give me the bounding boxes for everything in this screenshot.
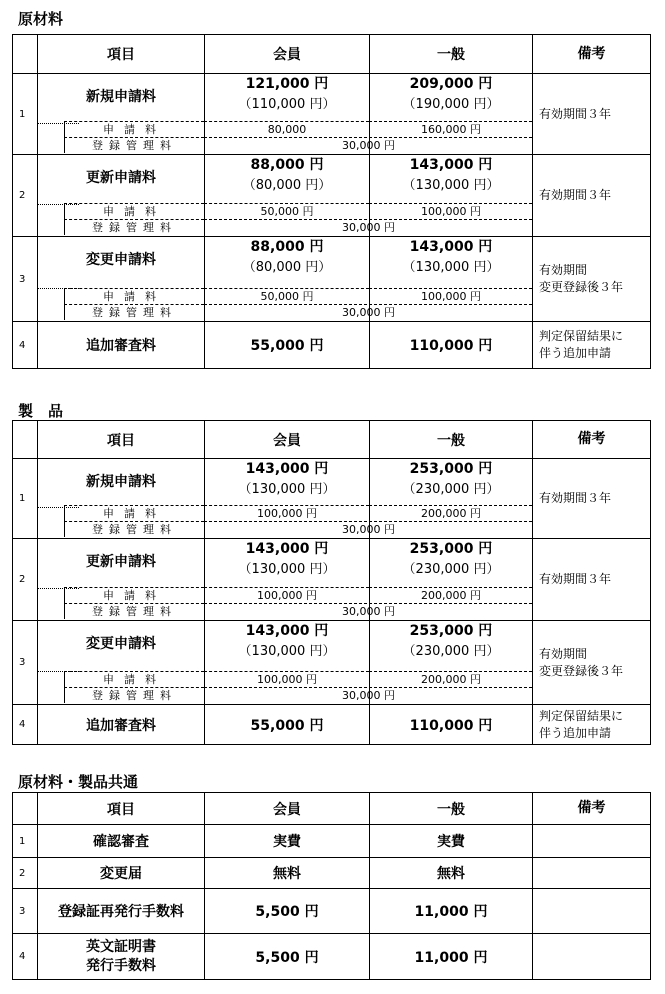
row-member-price: 143,000 円 bbox=[245, 623, 329, 639]
fee-table-products bbox=[12, 420, 651, 745]
fee-breakdown-general: 200,000 円 bbox=[369, 505, 532, 521]
row-num: 3 bbox=[19, 273, 26, 285]
header-member: 会員 bbox=[204, 793, 369, 824]
row-num: 3 bbox=[19, 905, 26, 917]
fee-management-label: 登録管理料 bbox=[64, 521, 204, 537]
fee-breakdown-general: 200,000 円 bbox=[369, 671, 532, 687]
table-row bbox=[13, 321, 650, 368]
header-note: 備考 bbox=[532, 421, 650, 458]
row-general-price: 209,000 円 bbox=[409, 76, 493, 92]
header-member: 会員 bbox=[204, 421, 369, 458]
row-general-sub: （130,000 円） bbox=[402, 260, 500, 275]
header-item: 項目 bbox=[37, 421, 204, 458]
row-general-price: 253,000 円 bbox=[409, 623, 493, 639]
row-note bbox=[532, 934, 650, 979]
row-note: 有効期間３年 bbox=[532, 74, 650, 154]
fee-breakdown-general: 100,000 円 bbox=[369, 288, 532, 304]
fee-breakdown-label: 申請料 bbox=[64, 203, 204, 219]
header-note: 備考 bbox=[532, 35, 650, 73]
row-general-price: 143,000 円 bbox=[409, 157, 493, 173]
row-item: 変更届 bbox=[37, 858, 204, 888]
row-general-price: 253,000 円 bbox=[409, 541, 493, 557]
row-member-price: 88,000 円 bbox=[250, 157, 324, 173]
fee-breakdown-member: 100,000 円 bbox=[204, 671, 369, 687]
table-row bbox=[13, 236, 650, 321]
table-row bbox=[13, 538, 650, 620]
row-member-price: 実費 bbox=[204, 825, 369, 857]
row-general-sub: （230,000 円） bbox=[402, 644, 500, 659]
row-member-price: 5,500 円 bbox=[204, 889, 369, 933]
table-row bbox=[13, 888, 650, 933]
fee-management-label: 登録管理料 bbox=[64, 603, 204, 619]
fee-breakdown-member: 50,000 円 bbox=[204, 203, 369, 219]
table-row bbox=[13, 824, 650, 857]
row-item: 更新申請料 bbox=[86, 170, 156, 186]
row-general-price: 実費 bbox=[369, 825, 532, 857]
row-note: 判定保留結果に 伴う追加申請 bbox=[532, 322, 650, 368]
fee-breakdown-member: 100,000 円 bbox=[204, 587, 369, 603]
row-member-price: 無料 bbox=[204, 858, 369, 888]
fee-breakdown-member: 50,000 円 bbox=[204, 288, 369, 304]
row-item: 変更申請料 bbox=[86, 252, 156, 268]
row-item: 変更申請料 bbox=[86, 636, 156, 652]
row-general-price: 253,000 円 bbox=[409, 461, 493, 477]
fee-breakdown-member: 100,000 円 bbox=[204, 505, 369, 521]
row-num: 2 bbox=[19, 190, 26, 201]
table-header-row bbox=[13, 421, 650, 458]
fee-breakdown-label: 申請料 bbox=[64, 121, 204, 137]
header-item: 項目 bbox=[37, 793, 204, 824]
row-member-sub: （130,000 円） bbox=[238, 482, 336, 497]
row-note: 有効期間３年 bbox=[532, 539, 650, 620]
row-num: 1 bbox=[19, 108, 26, 120]
row-general-sub: （130,000 円） bbox=[402, 178, 500, 193]
fee-breakdown-label: 申請料 bbox=[64, 505, 204, 521]
fee-management-label: 登録管理料 bbox=[64, 137, 204, 153]
row-member-sub: （130,000 円） bbox=[238, 562, 336, 577]
row-num: 3 bbox=[19, 657, 26, 668]
row-num: 4 bbox=[19, 339, 26, 351]
row-general-price: 143,000 円 bbox=[409, 239, 493, 255]
row-member-price: 5,500 円 bbox=[204, 934, 369, 979]
table-row bbox=[13, 704, 650, 744]
row-member-sub: （80,000 円） bbox=[242, 260, 332, 275]
header-num bbox=[13, 421, 37, 458]
fee-management-label: 登録管理料 bbox=[64, 219, 204, 235]
row-note: 判定保留結果に 伴う追加申請 bbox=[532, 705, 650, 744]
row-general-price: 11,000 円 bbox=[369, 934, 532, 979]
row-general-price: 110,000 円 bbox=[369, 322, 532, 368]
table-row bbox=[13, 154, 650, 236]
fee-breakdown-member: 80,000 bbox=[204, 121, 369, 137]
header-general: 一般 bbox=[369, 421, 532, 458]
row-member-price: 55,000 円 bbox=[204, 705, 369, 744]
row-member-price: 143,000 円 bbox=[245, 541, 329, 557]
fee-management-value: 30,000 円 bbox=[204, 219, 532, 235]
row-item: 確認審査 bbox=[37, 825, 204, 857]
row-note: 有効期間 変更登録後３年 bbox=[532, 237, 650, 321]
row-note: 有効期間 変更登録後３年 bbox=[532, 621, 650, 704]
row-item: 追加審査料 bbox=[37, 322, 204, 368]
row-item: 追加審査料 bbox=[37, 705, 204, 744]
table-row bbox=[13, 458, 650, 538]
row-num: 4 bbox=[19, 951, 26, 962]
row-note bbox=[532, 889, 650, 933]
header-member: 会員 bbox=[204, 35, 369, 73]
row-member-price: 143,000 円 bbox=[245, 461, 329, 477]
header-note: 備考 bbox=[532, 793, 650, 824]
row-note bbox=[532, 858, 650, 888]
row-member-price: 88,000 円 bbox=[250, 239, 324, 255]
header-num bbox=[13, 35, 37, 73]
fee-breakdown-general: 160,000 円 bbox=[369, 121, 532, 137]
row-num: 2 bbox=[19, 574, 26, 585]
fee-breakdown-general: 100,000 円 bbox=[369, 203, 532, 219]
table-row bbox=[13, 620, 650, 704]
fee-management-value: 30,000 円 bbox=[204, 137, 532, 153]
table-row bbox=[13, 933, 650, 979]
table-row bbox=[13, 73, 650, 154]
header-general: 一般 bbox=[369, 793, 532, 824]
row-general-sub: （190,000 円） bbox=[402, 97, 500, 112]
header-item: 項目 bbox=[37, 35, 204, 73]
row-member-price: 121,000 円 bbox=[245, 76, 329, 92]
fee-breakdown-label: 申請料 bbox=[64, 288, 204, 304]
row-item: 更新申請料 bbox=[86, 554, 156, 570]
row-num: 1 bbox=[19, 493, 26, 504]
row-general-price: 110,000 円 bbox=[369, 705, 532, 744]
table-row bbox=[13, 857, 650, 888]
fee-table-common bbox=[12, 792, 651, 980]
table-header-row bbox=[13, 793, 650, 824]
fee-management-value: 30,000 円 bbox=[204, 521, 532, 537]
fee-management-label: 登録管理料 bbox=[64, 687, 204, 703]
fee-breakdown-label: 申請料 bbox=[64, 587, 204, 603]
row-num: 2 bbox=[19, 867, 26, 879]
header-num bbox=[13, 793, 37, 824]
row-item: 登録証再発行手数料 bbox=[37, 889, 204, 933]
row-note: 有効期間３年 bbox=[532, 459, 650, 538]
row-item: 英文証明書 発行手数料 bbox=[37, 934, 204, 979]
fee-breakdown-label: 申請料 bbox=[64, 671, 204, 687]
row-general-price: 無料 bbox=[369, 858, 532, 888]
fee-management-value: 30,000 円 bbox=[204, 603, 532, 619]
row-item: 新規申請料 bbox=[86, 474, 156, 490]
section-title-products: 製 品 bbox=[18, 402, 64, 420]
section-title-raw-materials: 原材料 bbox=[18, 10, 64, 28]
row-note: 有効期間３年 bbox=[532, 155, 650, 236]
fee-table-raw-materials bbox=[12, 34, 651, 369]
table-header-row bbox=[13, 35, 650, 73]
row-member-price: 55,000 円 bbox=[204, 322, 369, 368]
fee-management-label: 登録管理料 bbox=[64, 304, 204, 320]
row-member-sub: （130,000 円） bbox=[238, 644, 336, 659]
row-general-sub: （230,000 円） bbox=[402, 482, 500, 497]
header-general: 一般 bbox=[369, 35, 532, 73]
row-member-sub: （80,000 円） bbox=[242, 178, 332, 193]
section-title-common: 原材料・製品共通 bbox=[18, 773, 139, 791]
fee-management-value: 30,000 円 bbox=[204, 687, 532, 703]
row-item: 新規申請料 bbox=[86, 89, 156, 105]
row-num: 4 bbox=[19, 719, 26, 730]
fee-breakdown-general: 200,000 円 bbox=[369, 587, 532, 603]
row-general-price: 11,000 円 bbox=[369, 889, 532, 933]
row-general-sub: （230,000 円） bbox=[402, 562, 500, 577]
row-num: 1 bbox=[19, 835, 26, 847]
row-member-sub: （110,000 円） bbox=[238, 97, 336, 112]
fee-management-value: 30,000 円 bbox=[204, 304, 532, 320]
row-note bbox=[532, 825, 650, 857]
